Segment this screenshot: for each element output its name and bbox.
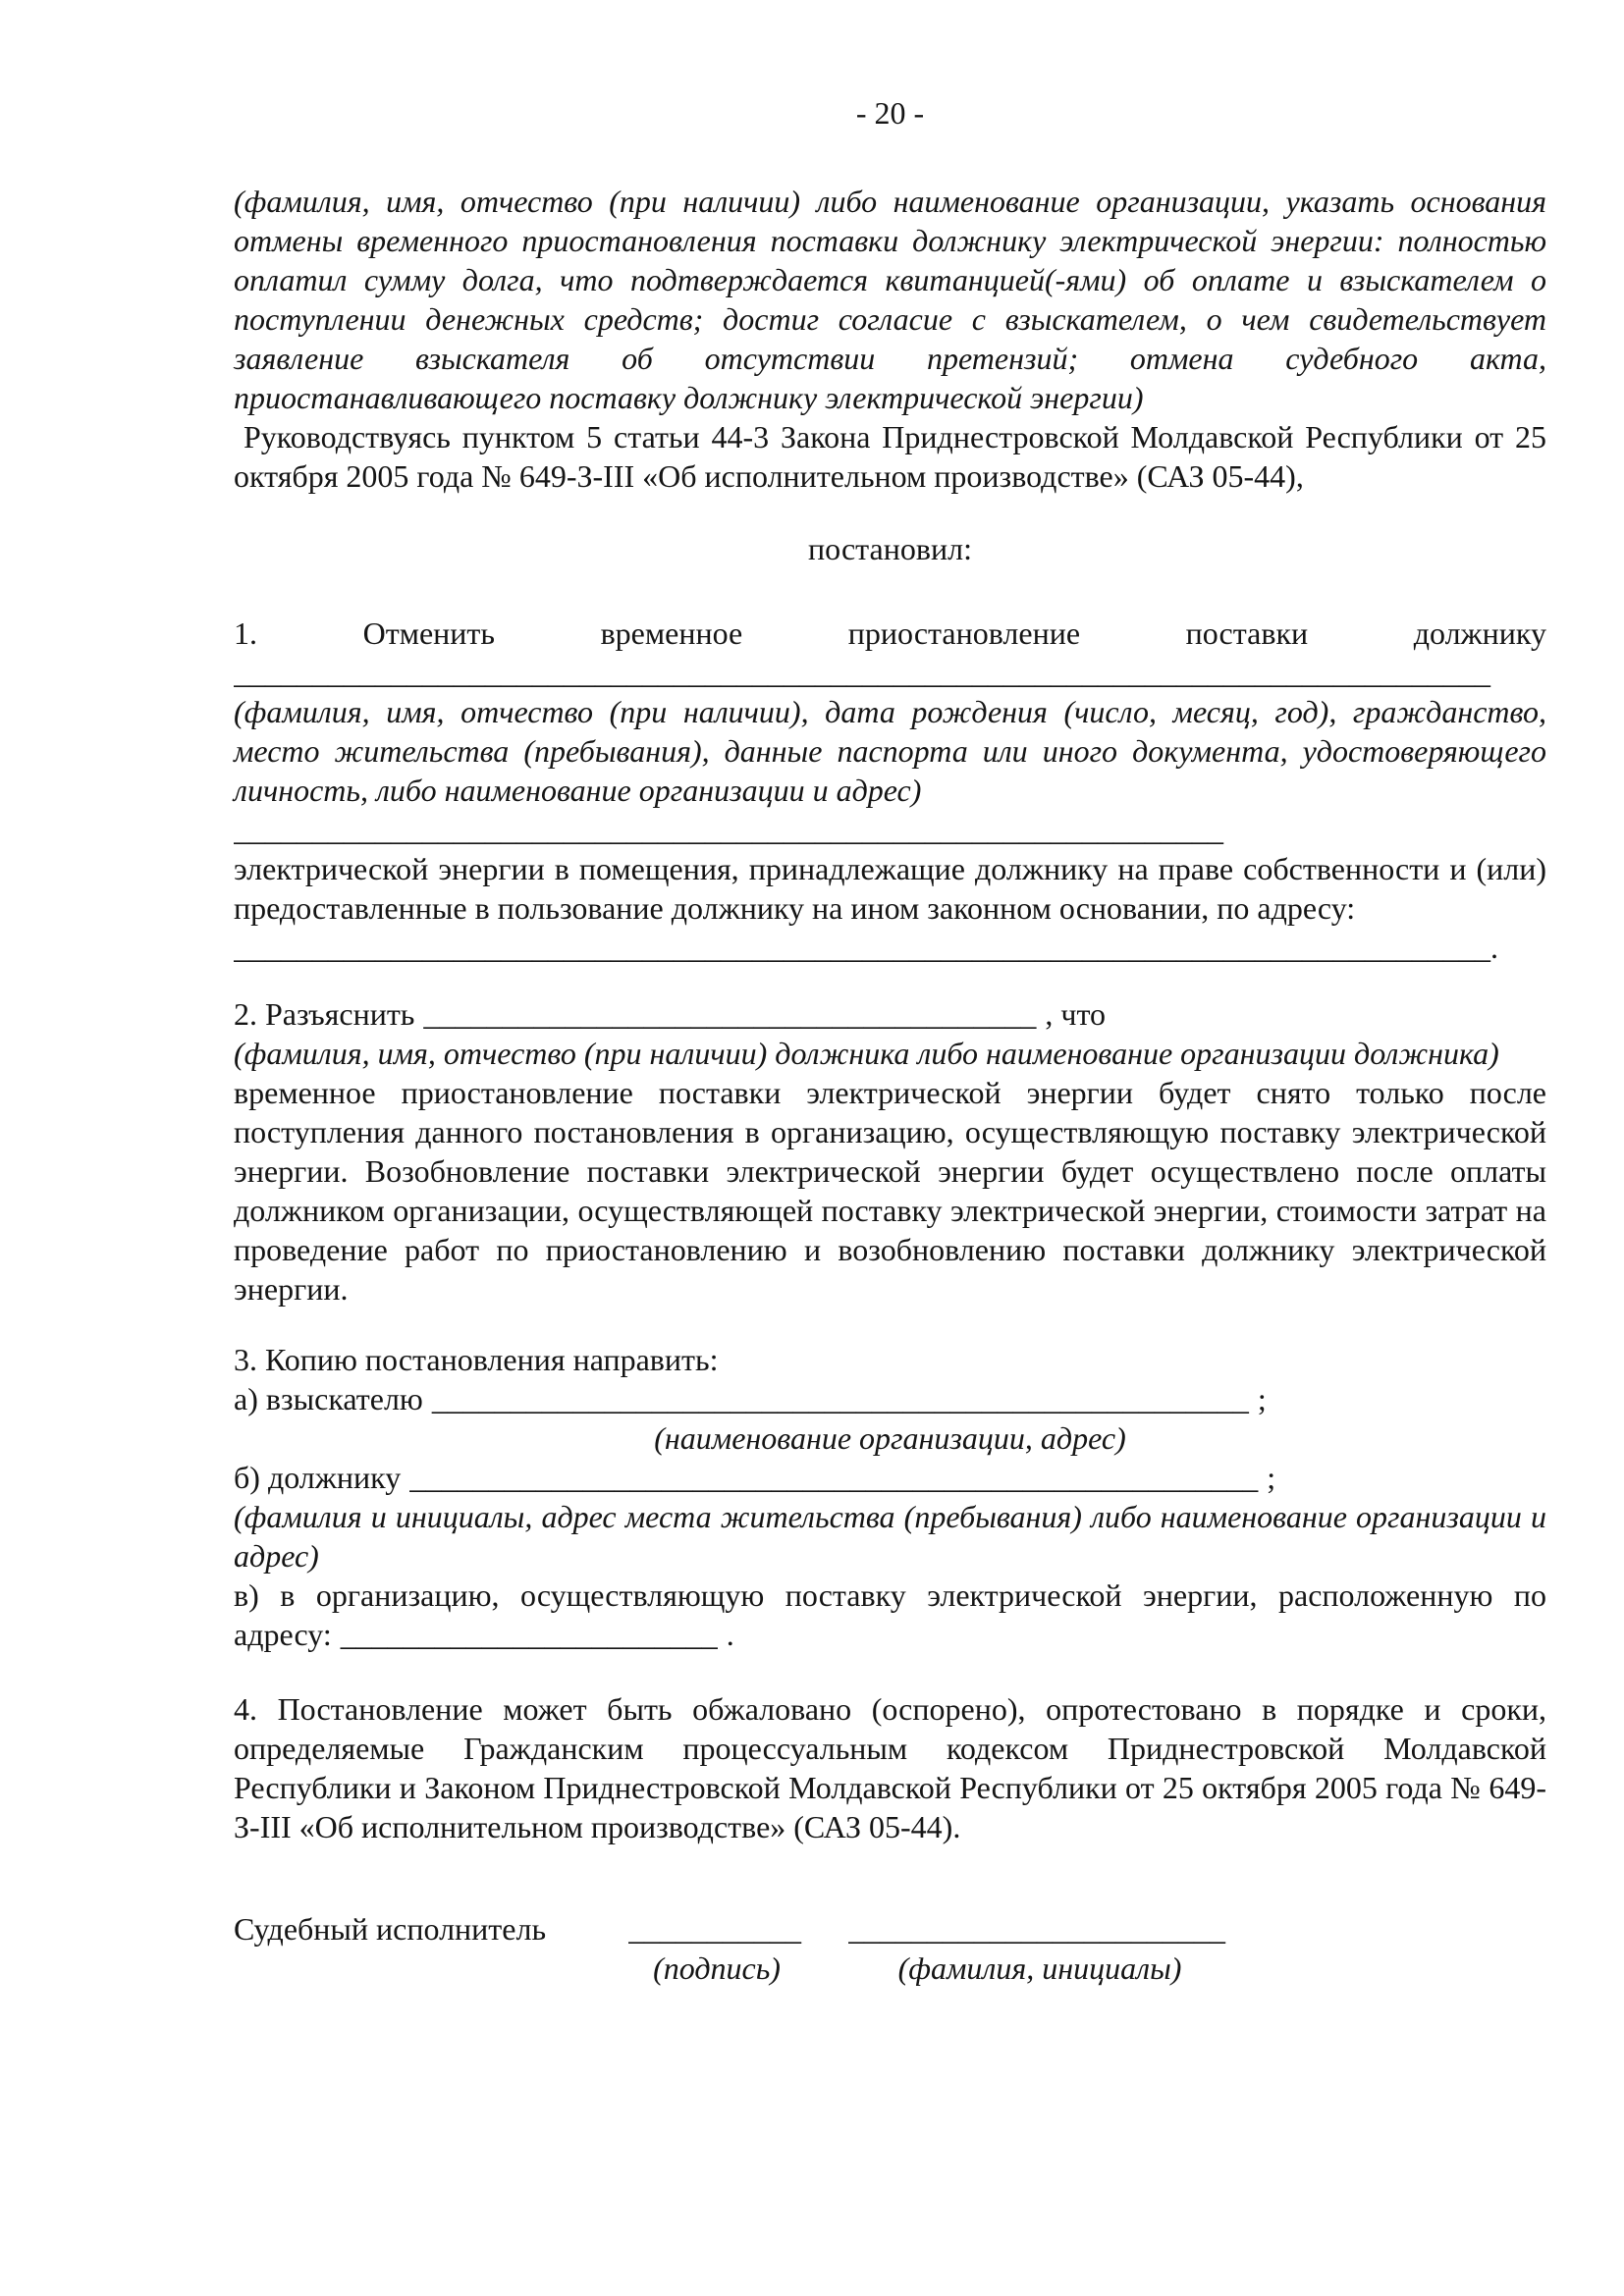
item2-debtor-note: (фамилия, имя, отчество (при наличии) должника либо наименование организации должника) — [234, 1036, 1499, 1071]
item3-a-label: а) взыскателю — [234, 1381, 423, 1416]
signature-blank: ___________ — [628, 1911, 801, 1947]
item1-address-period: . — [1490, 930, 1498, 965]
item3-line-b — [234, 1458, 1546, 1497]
item3-c-text: в) в организацию, осуществляющую поставку электрической энергии, расположенную по адресу: — [234, 1577, 1546, 1652]
bailiff-title: Судебный исполнитель — [234, 1911, 547, 1947]
item3-b-semicolon: ; — [1267, 1460, 1276, 1495]
item1-blank-middle: _______________________________________________________________ — [234, 812, 1223, 847]
signature-block — [234, 1909, 1546, 1988]
surname-caption: (фамилия, инициалы) — [897, 1950, 1182, 1986]
item1-debtor-note: (фамилия, имя, отчество (при наличии), дата рождения (число, месяц, год), гражданство, место жительства (пребывания), данные паспорта или иного документа, удостоверяющего личность, либо наименование организации и адрес) — [234, 694, 1546, 808]
item4-appeal-paragraph: 4. Постановление может быть обжаловано (оспорено), опротестовано в порядке и сроки, определяемые Гражданским процессуальным кодексом Приднестровской Молдавской Республики и Законом Приднестровской Молдавской Республики от 25 октября 2005 года № 649-З-III «Об исполнительном производстве» (САЗ 05-44). — [234, 1691, 1546, 1844]
item3-a-note: (наименование организации, адрес) — [654, 1420, 1126, 1456]
item2-line — [234, 994, 1546, 1034]
intro-basis-note: (фамилия, имя, отчество (при наличии) либо наименование организации, указать основания отмены временного приостановления поставки должнику электрической энергии: полностью оплатил сумму долга, что подтверждается квитанцией(-ями) об оплате и взыскателем о поступлении денежных средств; достиг согласие с взыскателем, о чем свидетельствует заявление взыскателя об отсутствии претензий; отмена судебного акта, приостанавливающего поставку должнику электрической энергии) — [234, 184, 1546, 415]
item3-heading: 3. Копию постановления направить: — [234, 1342, 719, 1377]
item1-blank-address — [234, 928, 1546, 967]
page-number: - 20 - — [855, 95, 925, 131]
item3-line-a — [234, 1379, 1546, 1418]
item3-line-c — [234, 1575, 1546, 1654]
item3-a-semicolon: ; — [1257, 1381, 1267, 1416]
item2-tail: , что — [1045, 996, 1107, 1032]
item1-blank-debtor: ________________________________________________________________________________ — [234, 655, 1490, 690]
surname-blank: ________________________ — [848, 1911, 1225, 1947]
item3-b-note: (фамилия и инициалы, адрес места жительства (пребывания) либо наименование организации и адрес) — [234, 1499, 1546, 1574]
item1-premises-text: электрической энергии в помещения, принадлежащие должнику на праве собственности и (или) предоставленные в пользование должнику на ином законном основании, по адресу: — [234, 851, 1546, 926]
item3-a-blank: ____________________________________________________ — [431, 1381, 1249, 1416]
item3-c-period: . — [726, 1617, 734, 1652]
signature-caption: (подпись) — [653, 1950, 781, 1986]
item2-body-paragraph: временное приостановление поставки электрической энергии будет снято только после поступления данного постановления в организацию, осуществляющую поставку электрической энергии. Возобновление поставки электрической энергии будет осуществлено после оплаты должником организации, осуществляющей поставку электрической энергии, стоимости затрат на проведение работ по приостановлению и возобновлению поставки должнику электрической энергии. — [234, 1075, 1546, 1307]
item1-heading: 1. Отменить временное приостановление поставки должнику — [234, 615, 1546, 651]
item3-c-blank: ________________________ — [340, 1617, 718, 1652]
guided-by-paragraph: Руководствуясь пунктом 5 статьи 44-3 Закона Приднестровской Молдавской Республики от 25 октября 2005 года № 649-З-III «Об исполнительном производстве» (САЗ 05-44), — [234, 419, 1546, 494]
resolution-word: постановил: — [808, 531, 972, 566]
item2-blank-name: _______________________________________ — [423, 996, 1037, 1032]
item3-b-label: б) должнику — [234, 1460, 402, 1495]
item1-address-blank-line: ________________________________________________________________________________ — [234, 930, 1490, 965]
item3-b-blank: ______________________________________________________ — [409, 1460, 1259, 1495]
item2-label: 2. Разъяснить — [234, 996, 415, 1032]
